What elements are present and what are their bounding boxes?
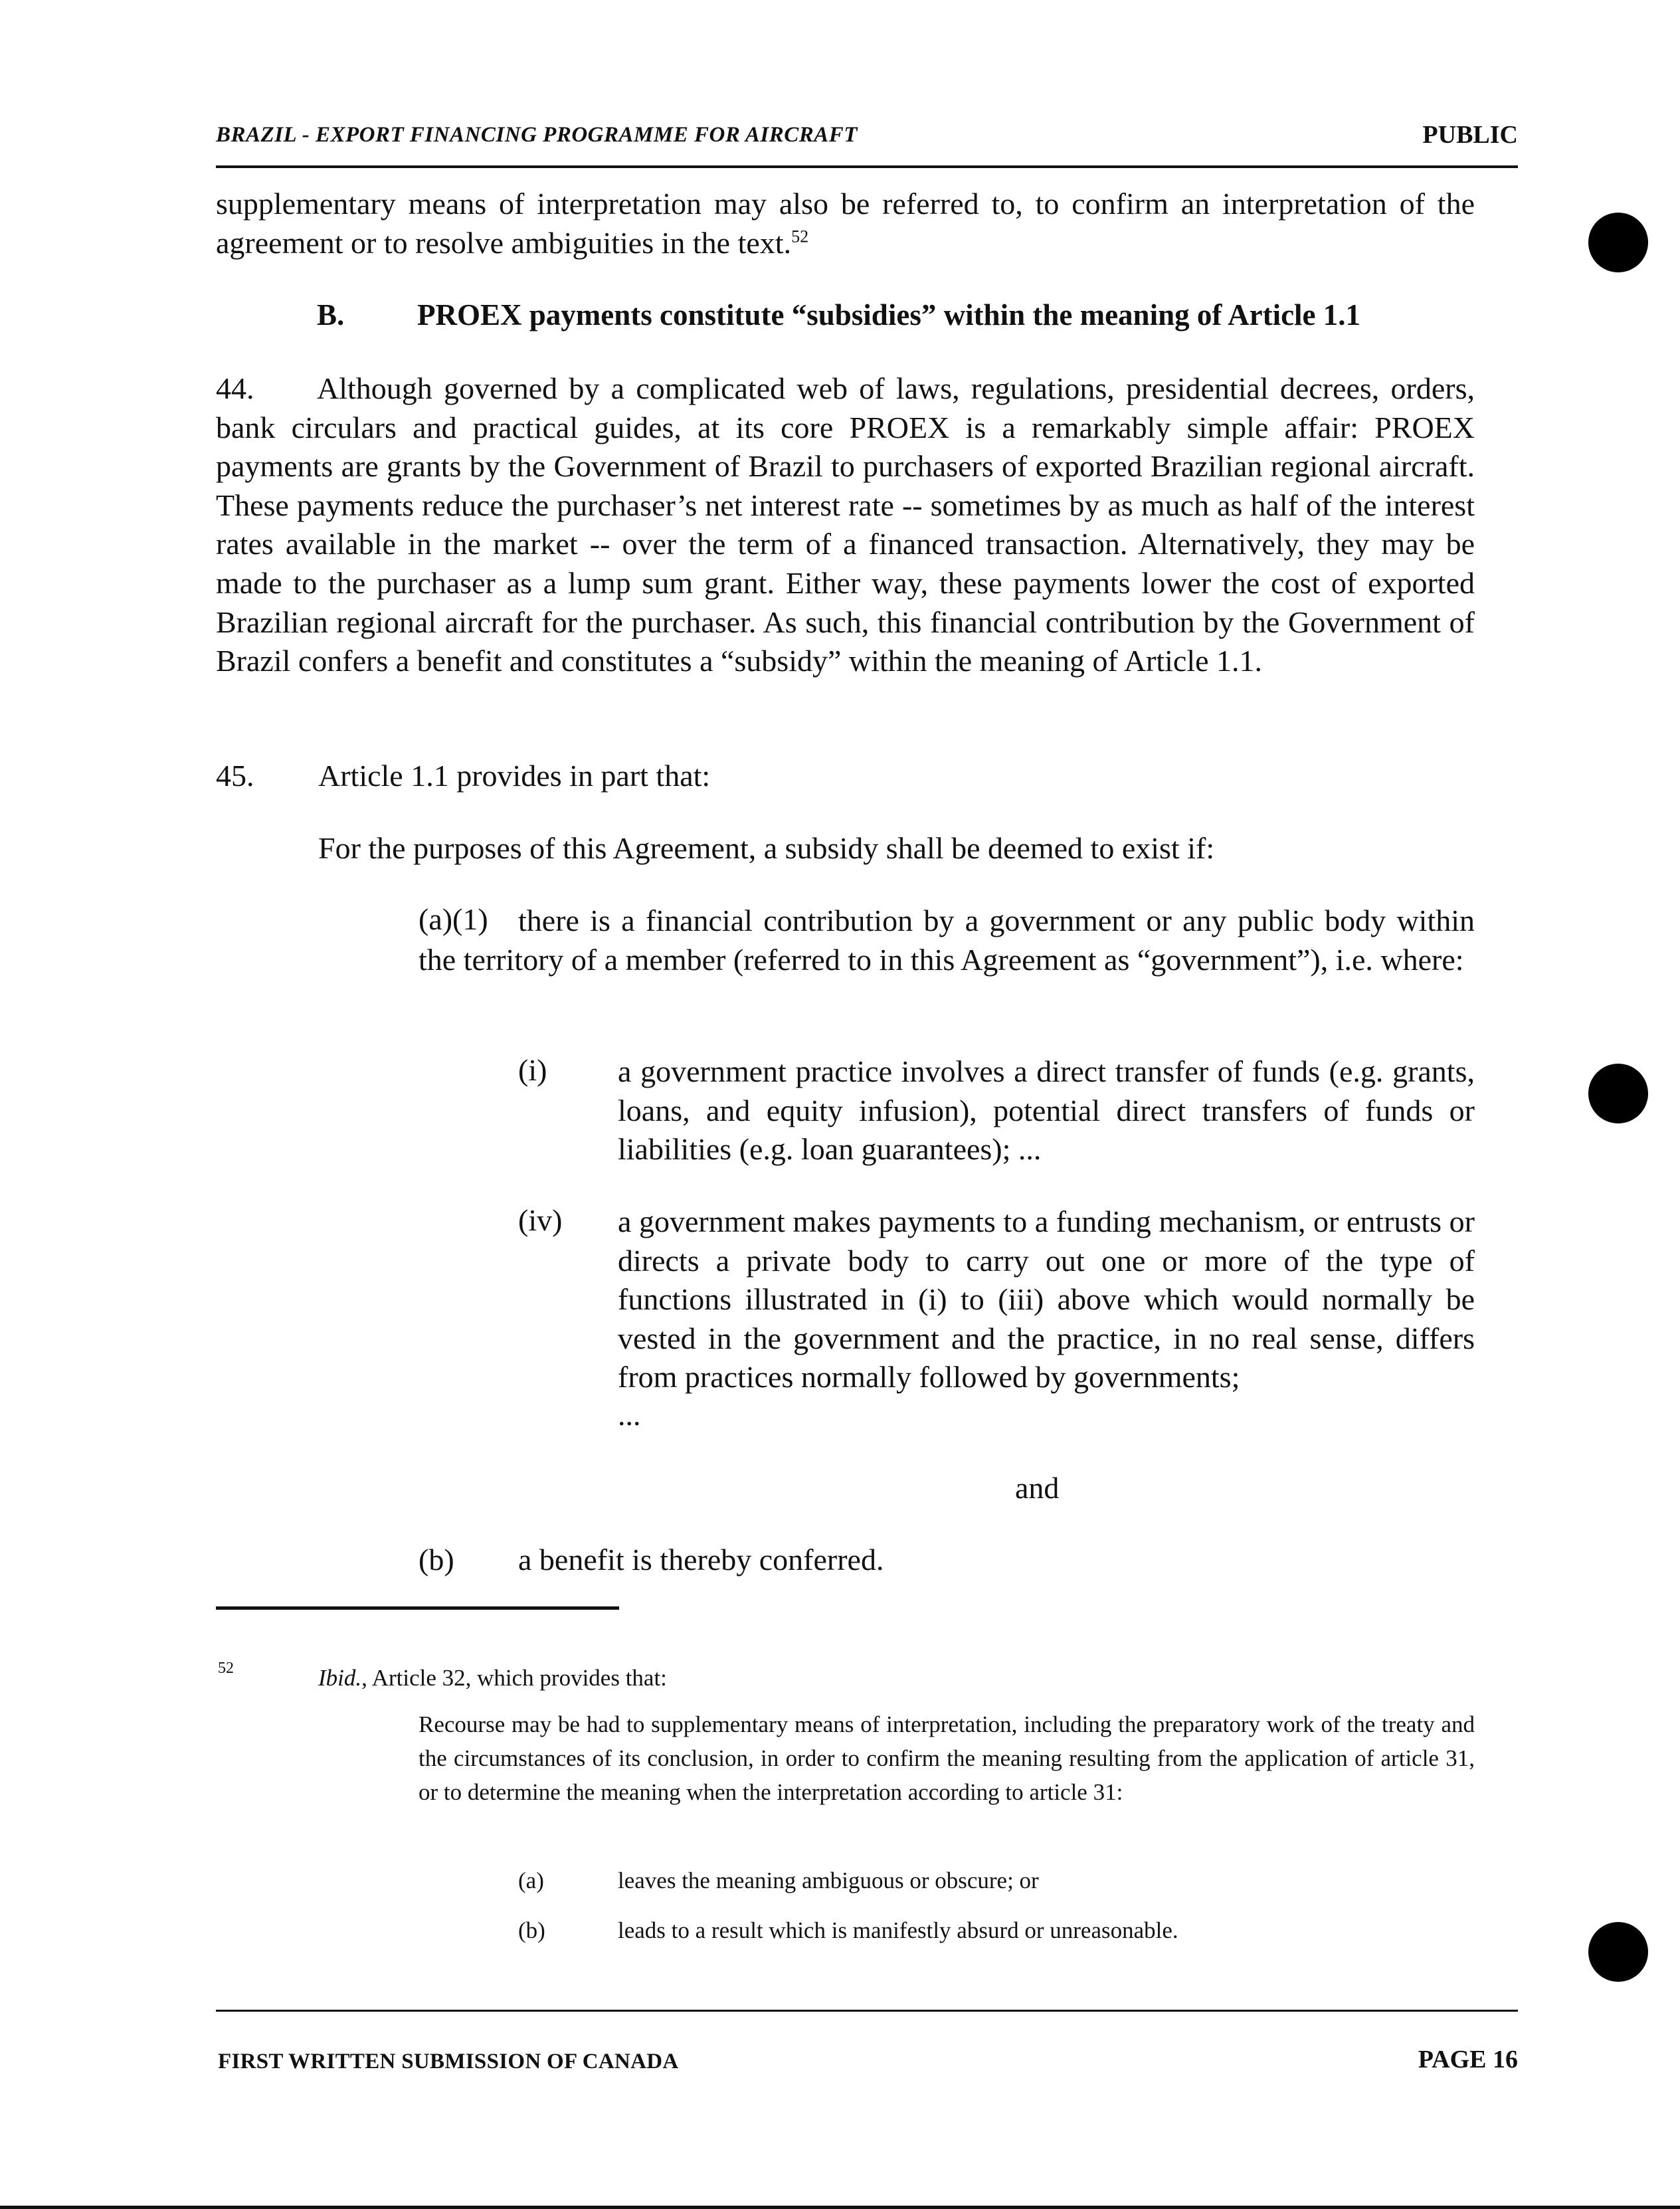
clause-a1-text: there is a financial contribution by a government or any public body within the territory of a member (referred to in this Agreement as “government”), i.e. where: <box>419 904 1475 977</box>
header-title: BRAZIL - EXPORT FINANCING PROGRAMME FOR AIRCRAFT <box>216 123 858 147</box>
footnote-number: 52 <box>218 1660 234 1677</box>
header-classification: PUBLIC <box>1422 121 1518 149</box>
paragraph-44-number: 44. <box>216 371 254 405</box>
footnote-clause-b-text: leads to a result which is manifestly absurd or unreasonable. <box>618 1917 1178 1943</box>
page-number: PAGE 16 <box>1418 2046 1518 2073</box>
paragraph-45-number: 45. <box>216 759 254 793</box>
clause-iv-ellipsis: ... <box>618 1398 641 1432</box>
paragraph-44-text: Although governed by a complicated web of laws, regulations, presidential decrees, orders, bank circulars and practical guides, at its core PROEX is a remarkably simple affair: PROEX payments are grants by the Government of Brazil to purchasers of exported Brazilian regional aircraft. These payments reduce the purchaser’s net interest rate -- sometimes by as much as half of the interest rates available in the market -- over the term of a financed transaction. Alternatively, they may be made to the purchaser as a lump sum grant. Either way, these payments lower the cost of exported Brazilian regional aircraft for the purchaser. As such, this financial contribution by the Government of Brazil confers a benefit and constitutes a “subsidy” within the meaning of Article 1.1. <box>216 371 1475 678</box>
clause-iv-text: a government makes payments to a funding mechanism, or entrusts or directs a private body to carry out one or more of the type of functions illustrated in (i) to (iii) above which would normally be vested in the government and the practice, in no real sense, differs from practices normally followed by governments; <box>618 1204 1475 1394</box>
clause-b-label: (b) <box>419 1543 454 1577</box>
conjunction-and: and <box>1015 1471 1060 1505</box>
footnote-ref: 52 <box>791 227 809 246</box>
clause-iv-label: (iv) <box>518 1203 563 1237</box>
clause-a1-label: (a)(1) <box>419 902 488 936</box>
footnote-clause-a-label: (a) <box>518 1868 544 1893</box>
footnote-ibid: Ibid. <box>318 1665 362 1691</box>
footnote-clause-b-label: (b) <box>518 1917 545 1943</box>
footnote-lead <box>318 1661 667 1695</box>
paragraph-44 <box>216 369 1475 681</box>
footnote-clause-a-text: leaves the meaning ambiguous or obscure; or <box>618 1868 1039 1893</box>
scan-bottom-edge <box>0 2206 1680 2209</box>
intro-text: supplementary means of interpretation may also be referred to, to confirm an interpretation of the agreement or to resolve ambiguities in the text. <box>216 187 1475 260</box>
section-letter: B. <box>317 298 345 332</box>
quote-intro: For the purposes of this Agreement, a subsidy shall be deemed to exist if: <box>318 831 1215 865</box>
punch-hole-mark-top <box>1588 213 1648 272</box>
clause-i-text: a government practice involves a direct transfer of funds (e.g. grants, loans, and equity infusion), potential direct transfers of funds or liabilities (e.g. loan guarantees); ... <box>618 1054 1475 1167</box>
footer-left: FIRST WRITTEN SUBMISSION OF CANADA <box>218 2050 679 2073</box>
intro-paragraph <box>216 185 1475 262</box>
clause-b-text: a benefit is thereby conferred. <box>518 1543 884 1577</box>
punch-hole-mark-bottom <box>1588 1922 1648 1982</box>
punch-hole-mark-middle <box>1588 1064 1648 1123</box>
header-rule <box>216 165 1518 168</box>
paragraph-45-text: Article 1.1 provides in part that: <box>318 759 711 793</box>
footnote-lead-text: , Article 32, which provides that: <box>361 1665 667 1691</box>
footer-rule <box>216 2010 1518 2012</box>
footnote-separator <box>216 1606 619 1610</box>
clause-i-label: (i) <box>518 1053 547 1087</box>
section-title: PROEX payments constitute “subsidies” within the meaning of Article 1.1 <box>417 298 1361 332</box>
footnote-quote: Recourse may be had to supplementary means of interpretation, including the preparatory work of the treaty and the circumstances of its conclusion, in order to confirm the meaning resulting from the application of article 31, or to determine the meaning when the interpretation according to article 31: <box>419 1711 1475 1805</box>
